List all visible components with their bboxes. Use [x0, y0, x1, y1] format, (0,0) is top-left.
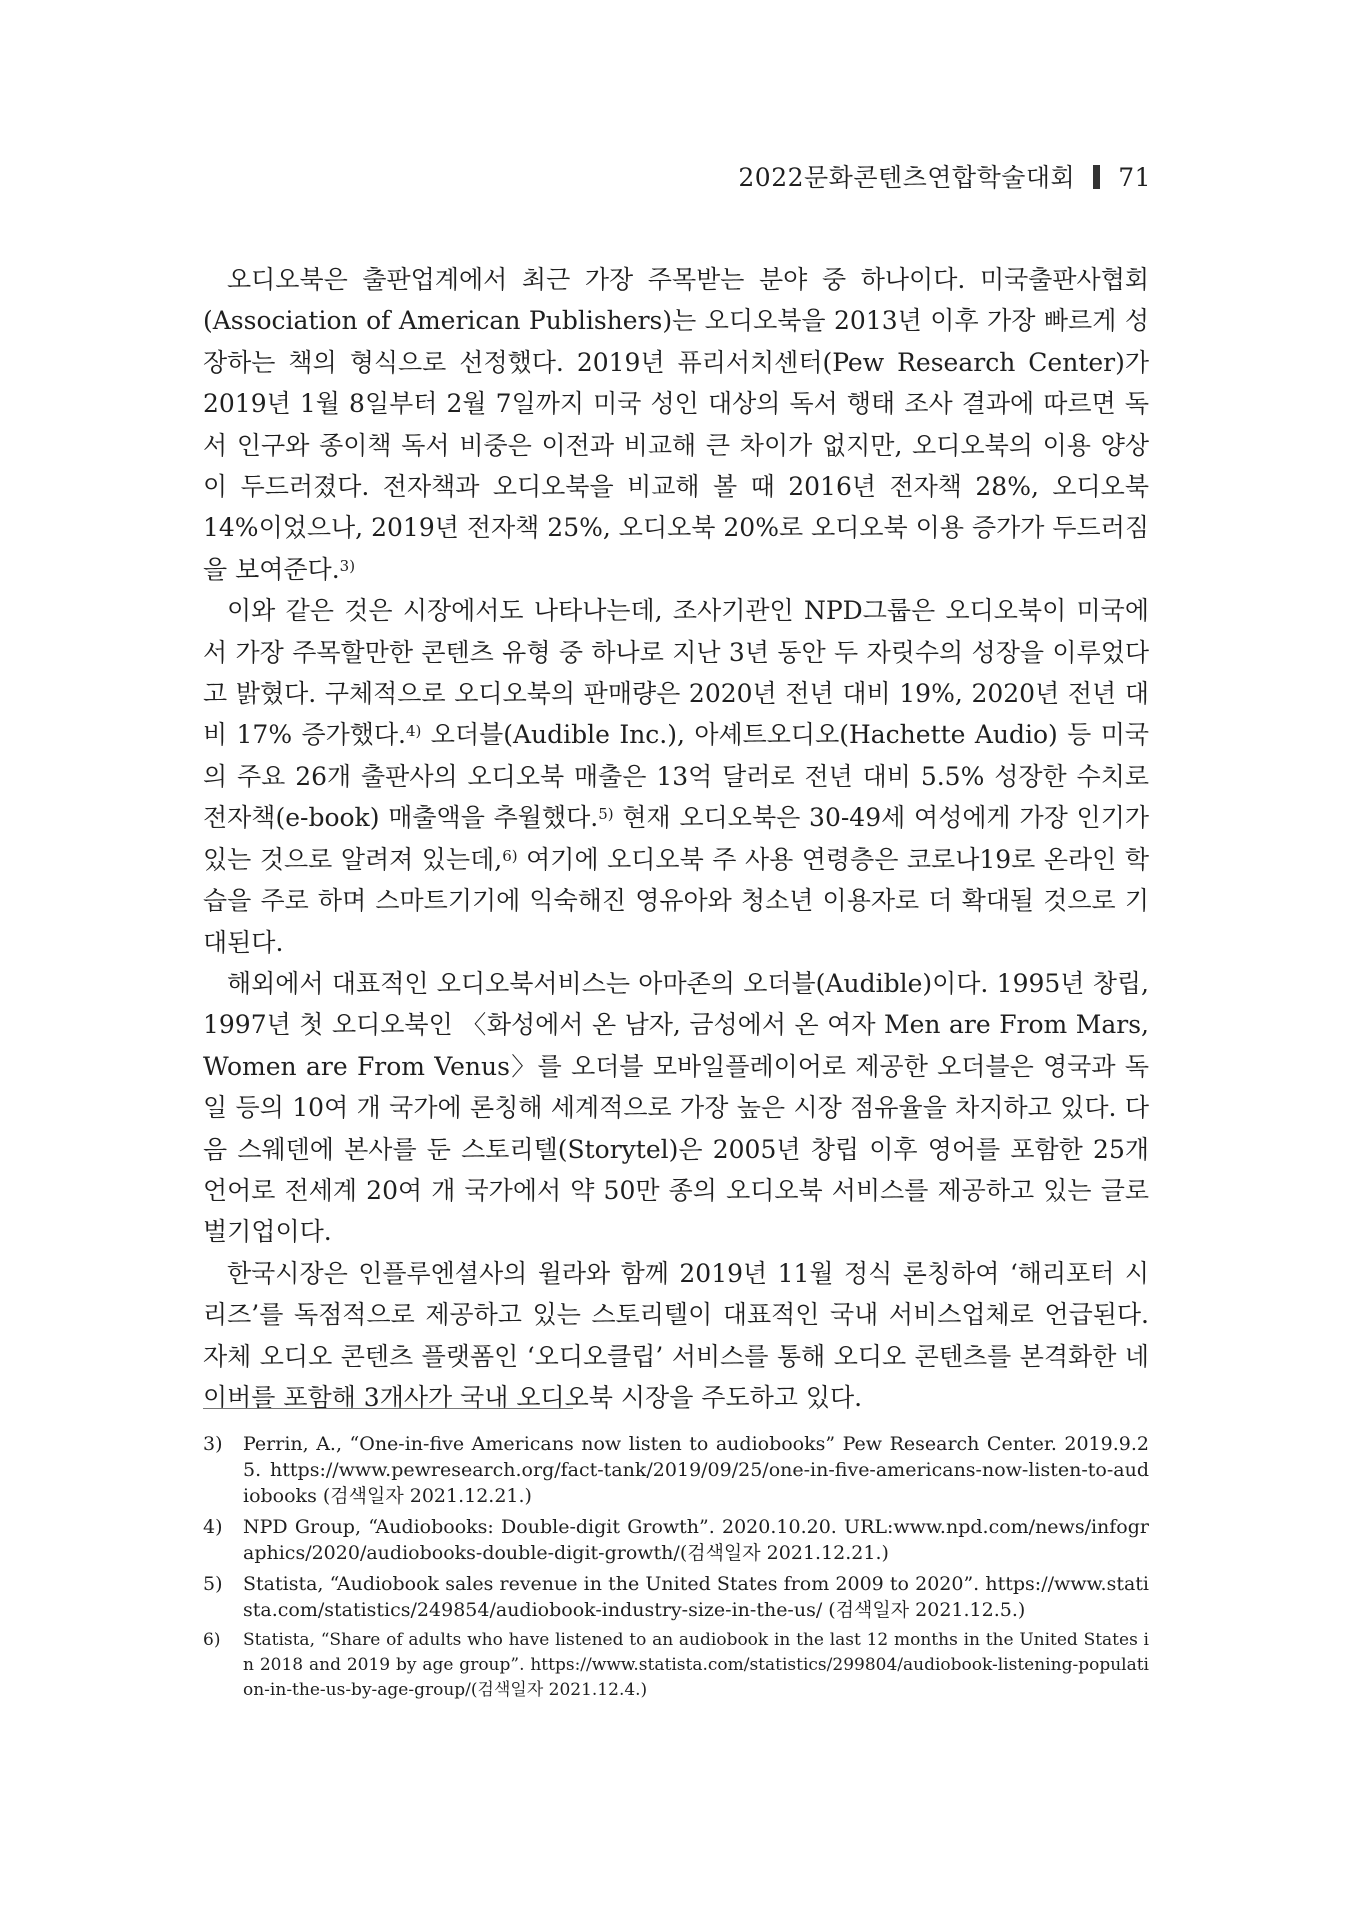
paragraph-text: 한국시장은 인플루엔셜사의 윌라와 함께 2019년 11월 정식 론칭하여 ‘해리포터 시리즈’를 독점적으로 제공하고 있는 스토리텔이 대표적인 국내 서비스업체로 언급된다. 자체 오디오 콘텐츠 플랫폼인 ‘오디오클립’ 서비스를 통해 오디오 콘텐츠를 본격화한 네이버를 포함해 3개사가 국내 오디오북 시장을 주도하고 있다. — [203, 1258, 1149, 1412]
footnote-6 — [203, 1628, 1149, 1703]
paragraph-2 — [203, 590, 1149, 963]
header-separator — [1093, 165, 1100, 189]
paragraph-text: 이와 같은 것은 시장에서도 나타나는데, 조사기관인 NPD그룹은 오디오북이 미국에서 가장 주목할만한 콘텐츠 유형 중 하나로 지난 3년 동안 두 자릿수의 성장을 이루었다고 밝혔다. 구체적으로 오디오북의 판매량은 2020년 전년 대비 19%, 2020년 전년 대비 17% 증가했다. — [203, 596, 1149, 750]
footnote-text: NPD Group, “Audiobooks: Double-digit Growth”. 2020.10.20. URL:www.npd.com/news/infographics/2020/audiobooks-double-digit-growth/(검색일자 2021.12.21.) — [243, 1516, 1149, 1564]
paragraph-3 — [203, 963, 1149, 1253]
page-number: 71 — [1118, 163, 1151, 192]
footnote-ref: 5) — [598, 805, 614, 824]
footnote-divider — [203, 1408, 573, 1409]
conference-title: 2022문화콘텐츠연합학술대회 — [738, 163, 1076, 192]
footnote-text: Statista, “Share of adults who have listened to an audiobook in the last 12 months in the United States in 2018 and 2019 by age group”. https://www.statista.com/statistics/299804/audiobook-listening-population-in-the-us-by-age-group/(검색일자 2021.12.4.) — [243, 1630, 1149, 1700]
paragraph-text: 오디오북은 출판업계에서 최근 가장 주목받는 분야 중 하나이다. 미국출판사협회(Association of American Publishers)는 오디오북을 2013년 이후 가장 빠르게 성장하는 책의 형식으로 선정했다. 2019년 퓨리서치센터(Pew Research Center)가 2019년 1월 8일부터 2월 7일까지 미국 성인 대상의 독서 행태 조사 결과에 따르면 독서 인구와 종이책 독서 비중은 이전과 비교해 큰 차이가 없지만, 오디오북의 이용 양상이 두드러졌다. 전자책과 오디오북을 비교해 볼 때 2016년 전자책 28%, 오디오북 14%이었으나, 2019년 전자책 25%, 오디오북 20%로 오디오북 이용 증가가 두드러짐을 보여준다. — [203, 265, 1149, 584]
footnote-number: 3) — [203, 1433, 223, 1455]
running-header — [738, 158, 1151, 194]
footnote-3 — [203, 1431, 1149, 1509]
footnote-ref: 4) — [406, 722, 422, 741]
footnote-ref: 6) — [502, 846, 518, 865]
footnote-text: Statista, “Audiobook sales revenue in the United States from 2009 to 2020”. https://www.statista.com/statistics/249854/audiobook-industry-size-in-the-us/ (검색일자 2021.12.5.) — [243, 1573, 1149, 1621]
paragraph-text: 오더블(Audible Inc.), 아셰트오디오(Hachette Audio) 등 미국의 주요 26개 출판사의 오디오북 매출은 13억 달러로 전년 대비 5.5% 성장한 수치로 전자책(e-book) 매출액을 추월했다. — [203, 720, 1149, 833]
footnote-ref: 3) — [339, 556, 356, 575]
paragraph-text: 여기에 오디오북 주 사용 연령층은 코로나19로 온라인 학습을 주로 하며 스마트기기에 익숙해진 영유아와 청소년 이용자로 더 확대될 것으로 기대된다. — [203, 844, 1149, 957]
footnote-number: 5) — [203, 1573, 223, 1595]
footnote-text: Perrin, A., “One-in-five Americans now listen to audiobooks” Pew Research Center. 2019.9.25. https://www.pewresearch.org/fact-tank/2019/09/25/one-in-five-americans-now-listen-to-audiobooks (검색일자 2021.12.21.) — [243, 1433, 1149, 1507]
paragraph-text: 해외에서 대표적인 오디오북서비스는 아마존의 오더블(Audible)이다. 1995년 창립, 1997년 첫 오디오북인 〈화성에서 온 남자, 금성에서 온 여자 Men are From Mars, Women are From Venus〉를 오더블 모바일플레이어로 제공한 오더블은 영국과 독일 등의 10여 개 국가에 론칭해 세계적으로 가장 높은 시장 점유율을 차지하고 있다. 다음 스웨덴에 본사를 둔 스토리텔(Storytel)은 2005년 창립 이후 영어를 포함한 25개 언어로 전세계 20여 개 국가에서 약 50만 종의 오디오북 서비스를 제공하고 있는 글로벌기업이다. — [203, 968, 1149, 1247]
footnote-number: 6) — [203, 1630, 221, 1650]
paragraph-4 — [203, 1253, 1149, 1419]
footnotes — [203, 1431, 1149, 1708]
paragraph-text: 현재 오디오북은 30-49세 여성에게 가장 인기가 있는 것으로 알려져 있는데, — [203, 803, 1149, 874]
body-text — [203, 259, 1149, 1418]
footnote-number: 4) — [203, 1516, 223, 1538]
footnote-4 — [203, 1514, 1149, 1566]
paragraph-1 — [203, 259, 1149, 590]
footnote-5 — [203, 1571, 1149, 1623]
